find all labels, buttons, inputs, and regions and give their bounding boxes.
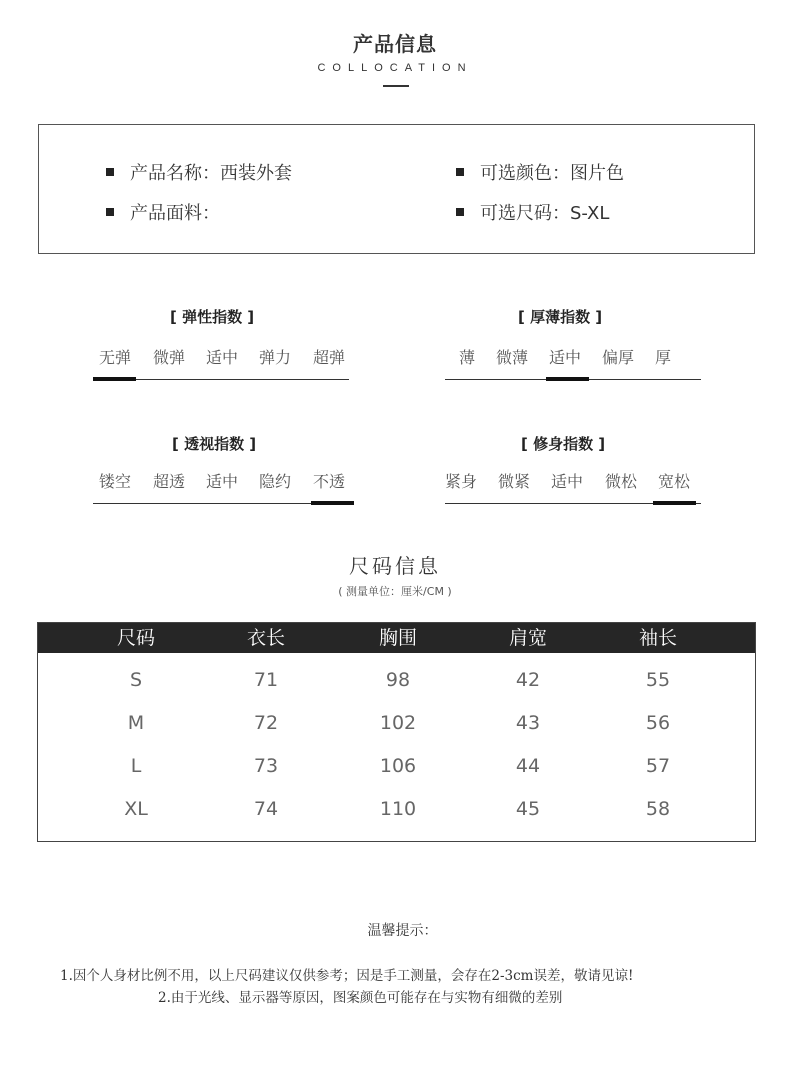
table-cell: S (129, 669, 143, 691)
table-cell: 55 (645, 669, 671, 691)
elasticity-index-title: [ 弹性指数 ] (170, 308, 255, 326)
fit-option: 宽松 (657, 472, 690, 491)
transparency-option: 适中 (205, 472, 238, 491)
fit-option: 紧身 (444, 472, 477, 491)
fit-option: 适中 (550, 472, 583, 491)
table-cell: 110 (379, 798, 417, 820)
fit-index-title: [ 修身指数 ] (521, 435, 606, 453)
product-size-text: 可选尺码：S-XL (480, 203, 610, 224)
product-info-box (38, 124, 755, 254)
table-cell: 102 (379, 712, 417, 734)
table-cell: 45 (515, 798, 541, 820)
product-name-item (106, 159, 292, 185)
table-cell: XL (124, 798, 148, 820)
transparency-selected-marker (311, 501, 354, 505)
thickness-option: 适中 (548, 348, 581, 367)
product-fabric-text: 产品面料： (130, 203, 220, 224)
size-unit-note: ( 测量单位：厘米/CM ) (338, 585, 452, 598)
thickness-option: 薄 (458, 348, 475, 367)
product-fabric-item (106, 199, 220, 225)
thickness-option: 微薄 (495, 348, 528, 367)
thickness-option: 厚 (654, 348, 671, 367)
table-cell: 71 (253, 669, 279, 691)
elasticity-option: 适中 (205, 348, 238, 367)
tip-line-1: 1.因个人身材比例不用，以上尺码建议仅供参考；因是手工测量，会存在2-3cm误差，敬请见谅! (60, 968, 634, 984)
table-cell: 72 (253, 712, 279, 734)
thickness-selected-marker (546, 377, 589, 381)
transparency-option: 隐约 (258, 472, 291, 491)
thickness-option: 偏厚 (601, 348, 634, 367)
elasticity-option: 微弹 (152, 348, 185, 367)
table-cell: 73 (253, 755, 279, 777)
fit-option: 微松 (604, 472, 637, 491)
transparency-option: 镂空 (98, 472, 131, 491)
table-cell: 57 (645, 755, 671, 777)
size-info-title: 尺码信息 (349, 554, 441, 578)
product-color-item (456, 159, 624, 185)
table-cell: 56 (645, 712, 671, 734)
column-header: 尺码 (116, 627, 155, 649)
page-subtitle: COLLOCATION (317, 62, 473, 74)
transparency-option: 超透 (152, 472, 185, 491)
thickness-index-title: [ 厚薄指数 ] (518, 308, 603, 326)
page-title: 产品信息 (353, 32, 437, 56)
size-table (37, 622, 756, 842)
column-header: 衣长 (246, 627, 285, 649)
table-cell: 106 (379, 755, 417, 777)
product-size-item (456, 199, 609, 225)
product-name-text: 产品名称：西装外套 (130, 163, 292, 184)
tips-title: 温馨提示： (367, 923, 438, 939)
square-bullet-icon (456, 208, 464, 216)
elasticity-option: 弹力 (258, 348, 291, 367)
product-color-text: 可选颜色：图片色 (480, 163, 624, 184)
table-cell: 58 (645, 798, 671, 820)
transparency-index-title: [ 透视指数 ] (172, 435, 257, 453)
table-cell: L (130, 755, 142, 777)
column-header: 肩宽 (508, 627, 547, 649)
square-bullet-icon (456, 168, 464, 176)
table-cell: 43 (515, 712, 541, 734)
column-header: 胸围 (378, 627, 417, 649)
table-cell: 44 (515, 755, 541, 777)
table-cell: M (127, 712, 145, 734)
transparency-option: 不透 (312, 472, 345, 491)
square-bullet-icon (106, 168, 114, 176)
table-cell: 74 (253, 798, 279, 820)
fit-selected-marker (653, 501, 696, 505)
fit-option: 微紧 (497, 472, 530, 491)
elasticity-option: 无弹 (98, 348, 131, 367)
table-cell: 42 (515, 669, 541, 691)
title-divider (383, 85, 409, 87)
table-cell: 98 (385, 669, 411, 691)
elasticity-selected-marker (93, 377, 136, 381)
elasticity-option: 超弹 (312, 348, 345, 367)
column-header: 袖长 (638, 627, 677, 649)
square-bullet-icon (106, 208, 114, 216)
tip-line-2: 2.由于光线、显示器等原因，图案颜色可能存在与实物有细微的差别 (158, 990, 563, 1006)
size-table-header (38, 623, 755, 653)
